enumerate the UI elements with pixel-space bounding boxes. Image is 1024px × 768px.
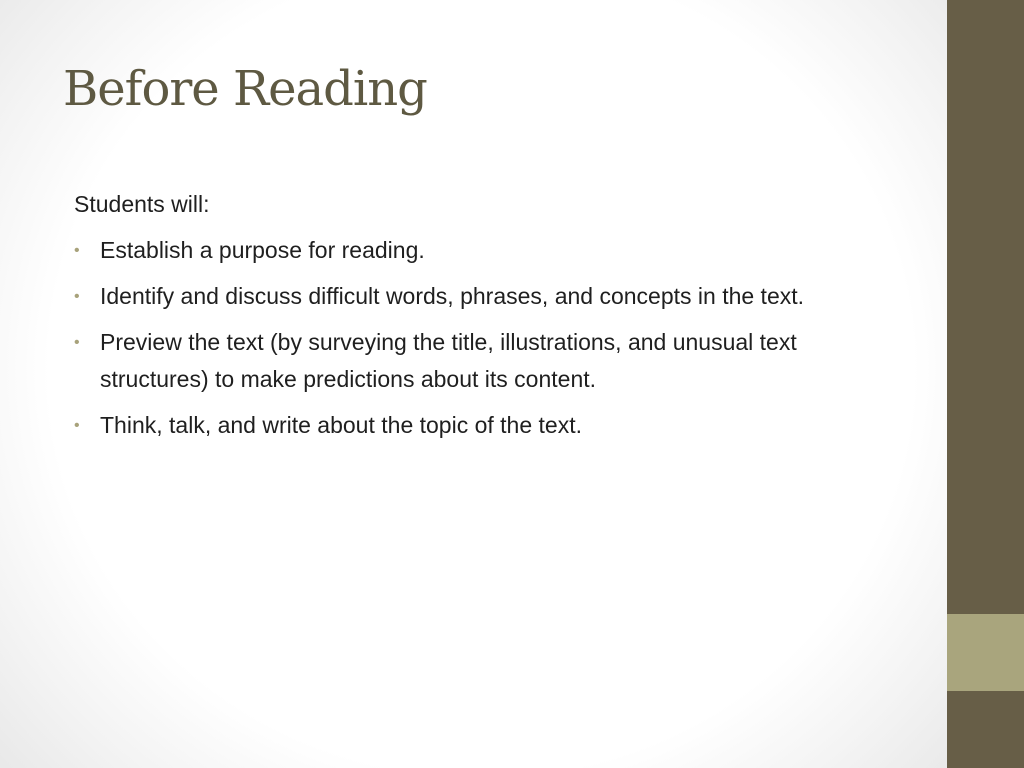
- bullet-item: [74, 278, 894, 315]
- bullet-list: [74, 232, 894, 444]
- bullet-dot-icon: •: [74, 417, 80, 434]
- slide-title: Before Reading: [63, 61, 427, 117]
- bullet-text: Preview the text (by surveying the title, illustrations, and unusual text structures) to make predictions about its content.: [100, 329, 797, 392]
- bullet-dot-icon: •: [74, 288, 80, 305]
- bullet-dot-icon: •: [74, 242, 80, 259]
- bullet-item: [74, 407, 894, 444]
- bullet-text: Think, talk, and write about the topic of the text.: [100, 412, 582, 438]
- bullet-text: Identify and discuss difficult words, phrases, and concepts in the text.: [100, 283, 805, 309]
- bullet-dot-icon: •: [74, 334, 80, 351]
- bullet-text: Establish a purpose for reading.: [100, 237, 425, 263]
- sidebar-accent-block: [947, 614, 1024, 691]
- lead-text: Students will:: [74, 191, 210, 217]
- bullet-item: [74, 324, 894, 398]
- slide-body: [74, 186, 894, 453]
- bullet-item: [74, 232, 894, 269]
